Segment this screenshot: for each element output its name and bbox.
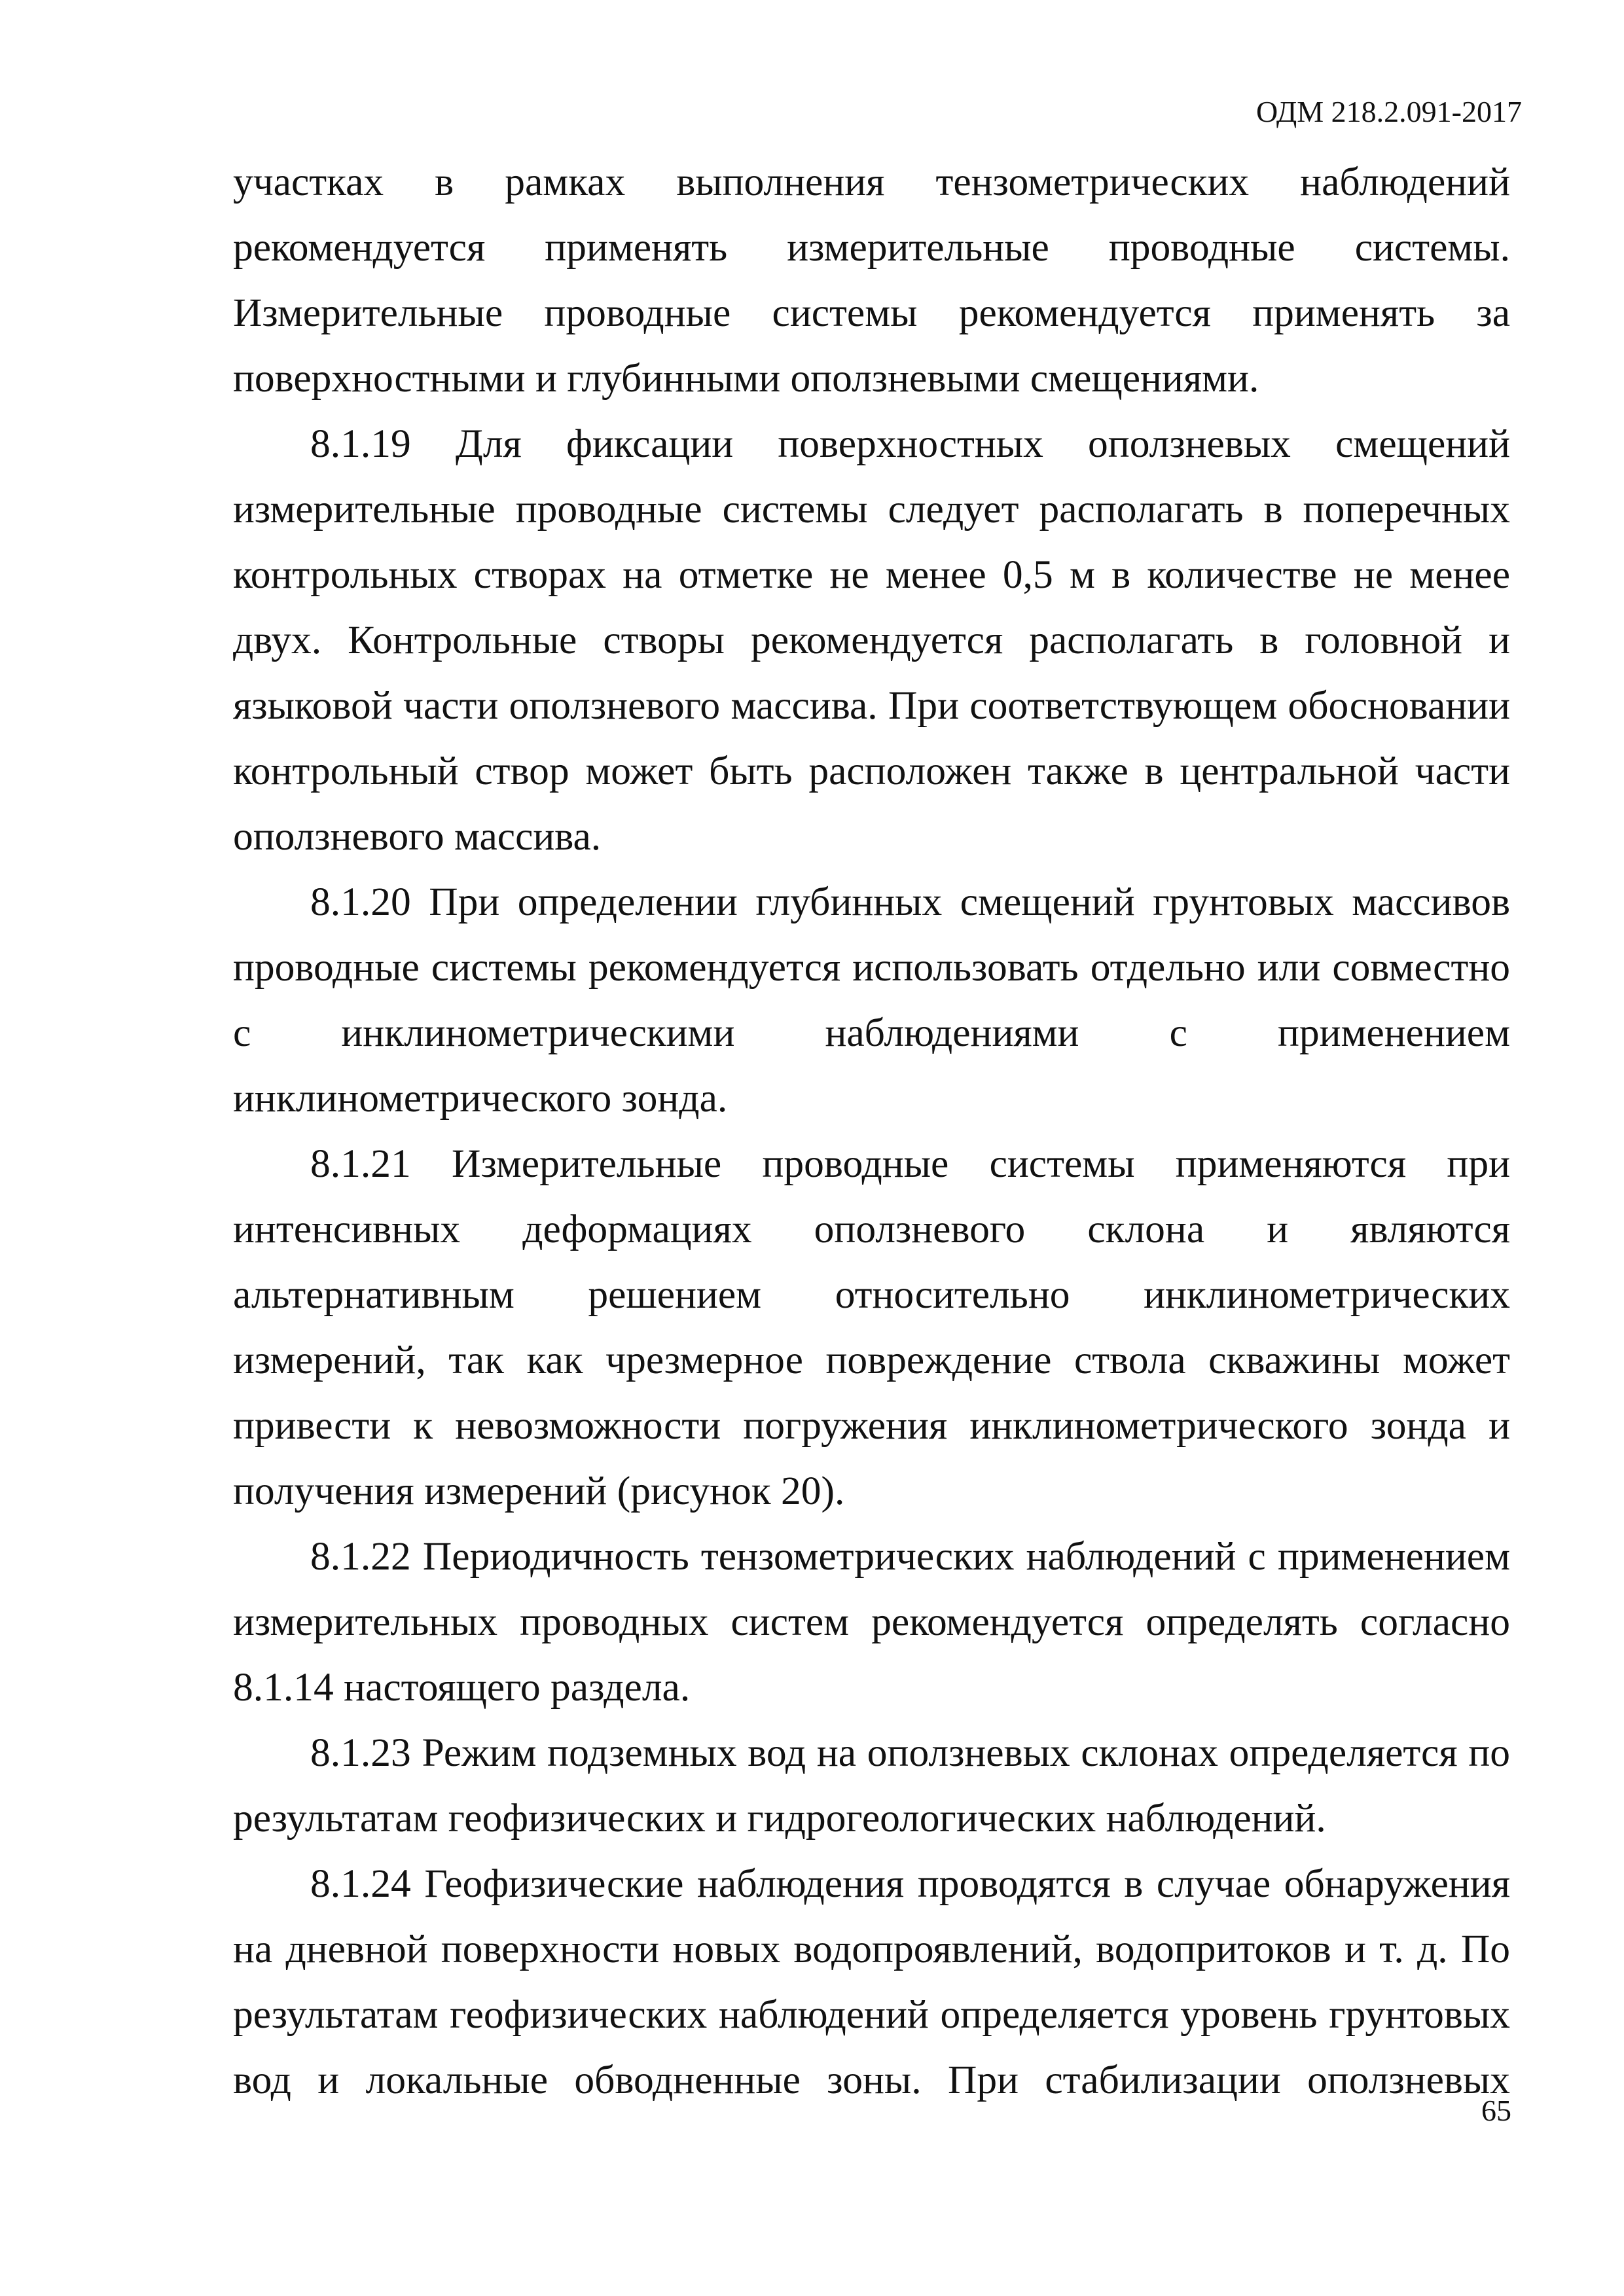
document-code: ОДМ 218.2.091-2017 xyxy=(1255,95,1522,128)
paragraph-8-1-21: 8.1.21 Измерительные проводные системы применяются при интенсивных деформациях оползневого склона и являются альтернативным решением относительно инклинометрических измерений, так как чрезмерное повреждение ствола скважины может привести к невозможности погружения инклинометрического зонда и получения измерений (рисунок 20). xyxy=(233,1141,1510,1513)
paragraph-8-1-22: 8.1.22 Периодичность тензометрических наблюдений с применением измерительных проводных систем рекомендуется определять согласно 8.1.14 настоящего раздела. xyxy=(233,1534,1510,1710)
paragraph-8-1-23: 8.1.23 Режим подземных вод на оползневых склонах определяется по результатам геофизических и гидрогеологических наблюдений. xyxy=(233,1731,1510,1840)
paragraph-8-1-19: 8.1.19 Для фиксации поверхностных оползневых смещений измерительные проводные системы следует располагать в поперечных контрольных створах на отметке не менее 0,5 м в количестве не менее двух. Контрольные створы рекомендуется располагать в головной и языковой части оползневого массива. При соответствующем обосновании контрольный створ может быть расположен также в центральной части оползневого массива. xyxy=(233,422,1510,859)
paragraph-8-1-20: 8.1.20 При определении глубинных смещений грунтовых массивов проводные системы рекомендуется использовать отдельно или совместно с инклинометрическими наблюдениями с применением инклинометрического зонда. xyxy=(233,880,1510,1121)
paragraph-continuation: участках в рамках выполнения тензометрических наблюдений рекомендуется применять измерительные проводные системы. Измерительные проводные системы рекомендуется применять за поверхностными и глубинными оползневыми смещениями. xyxy=(233,160,1510,401)
page-number: 65 xyxy=(1481,2094,1511,2127)
body-text xyxy=(233,149,1510,2113)
paragraph-8-1-24: 8.1.24 Геофизические наблюдения проводятся в случае обнаружения на дневной поверхности новых водопроявлений, водопритоков и т. д. По результатам геофизических наблюдений определяется уровень грунтовых вод и локальные обводненные зоны. При стабилизации оползневых xyxy=(233,1861,1510,2102)
